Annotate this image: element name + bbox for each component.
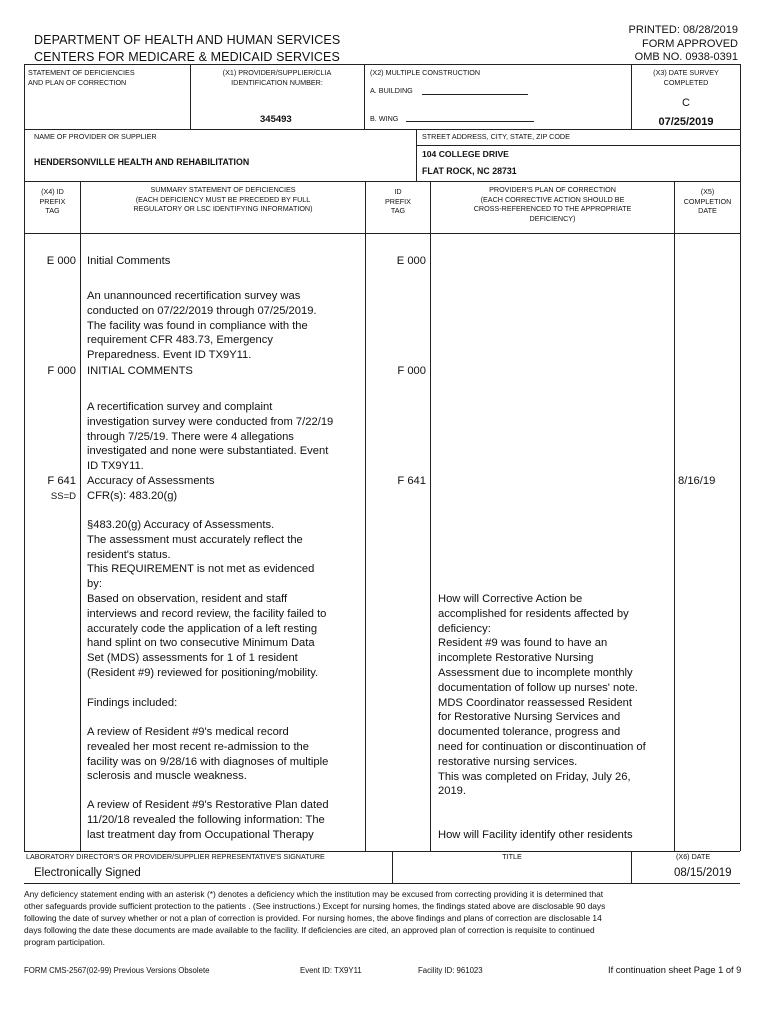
- survey-code: C: [682, 97, 690, 109]
- e000-body: An unannounced recertification survey was conducted on 07/22/2019 through 07/25/2019. The facility was found in compliance with the requirement CFR 483.73, Emergency Preparedness. Event ID TX9Y11.: [87, 290, 317, 362]
- plan-header: PROVIDER'S PLAN OF CORRECTION (EACH CORRECTIVE ACTION SHOULD BE CROSS-REFERENCED TO THE APPROPRIATE DEFICIENCY): [473, 185, 632, 223]
- provider-id: 345493: [260, 114, 292, 125]
- signature-label: LABORATORY DIRECTOR'S OR PROVIDER/SUPPLIER REPRESENTATIVE'S SIGNATURE: [26, 852, 325, 861]
- e000-title: Initial Comments: [87, 255, 171, 267]
- tag-e000-right: E 000: [396, 255, 426, 267]
- plan-body-identify: How will Facility identify other residents: [438, 829, 633, 841]
- printed-date: PRINTED: 08/28/2019: [628, 24, 738, 36]
- title-label: TITLE: [502, 852, 522, 861]
- page-number: If continuation sheet Page 1 of 9: [608, 965, 742, 975]
- f641-body-record: A review of Resident #9's medical record revealed her most recent re-admission to the facility was on 9/28/16 with diagnoses of multiple sclerosis and muscle weakness.: [87, 726, 329, 783]
- address-label: STREET ADDRESS, CITY, STATE, ZIP CODE: [422, 132, 570, 141]
- summary-header: SUMMARY STATEMENT OF DEFICIENCIES (EACH DEFICIENCY MUST BE PRECEDED BY FULL REGULATORY OR LSC IDENTIFYING INFORMATION): [133, 185, 313, 213]
- street-address: 104 COLLEGE DRIVE: [422, 149, 509, 159]
- provider-name: HENDERSONVILLE HEALTH AND REHABILITATION: [34, 157, 250, 167]
- f641-title: Accuracy of Assessments CFR(s): 483.20(g): [87, 475, 215, 502]
- survey-date: 07/25/2019: [658, 116, 714, 128]
- tag-e000: E 000: [46, 255, 76, 267]
- plan-body-corrective: How will Corrective Action be accomplished for residents affected by deficiency: Resident #9 was found to have an incomplete Restorative Nursing Assessment due to incomplete monthly documentation of follow up nurses' note. MDS Coordinator reassessed Resident for Restorative Nursing Services and documented tolerance, progress and need for continuation or discontinuation of restorative nursing services. This was completed on Friday, July 26, 2019.: [438, 593, 646, 798]
- tag-f000: F 000: [47, 365, 76, 377]
- signature-date: 08/15/2019: [674, 867, 732, 879]
- tag-f641: F 641: [47, 475, 76, 487]
- event-id: Event ID: TX9Y11: [300, 966, 362, 975]
- severity-scope: SS=D: [50, 491, 76, 502]
- signature-value: Electronically Signed: [34, 867, 141, 879]
- city-state-zip: FLAT ROCK, NC 28731: [422, 166, 517, 176]
- tag-f000-right: F 000: [397, 365, 426, 377]
- x4-header: (X4) ID PREFIX TAG: [39, 187, 66, 215]
- building-label: A. BUILDING: [370, 86, 413, 95]
- department-name: DEPARTMENT OF HEALTH AND HUMAN SERVICES: [34, 33, 341, 47]
- form-approved: FORM APPROVED: [642, 37, 738, 50]
- x3-label: (X3) DATE SURVEY COMPLETED: [653, 68, 719, 87]
- x2-label: (X2) MULTIPLE CONSTRUCTION: [370, 68, 481, 77]
- f641-body-findings: Findings included:: [87, 697, 178, 709]
- f641-body-requirement: §483.20(g) Accuracy of Assessments. The assessment must accurately reflect the resident's status. This REQUIREMENT is not met as evidenced by: Based on observation, resident and staff interviews and record review, the facility failed to accurately code the application of a left resting hand splint on two consecutive Minimum Data Set (MDS) assessments for 1 of 1 resident (Resident #9) reviewed for positioning/mobility.: [87, 519, 327, 679]
- form-number: FORM CMS-2567(02-99) Previous Versions Obsolete: [24, 966, 210, 975]
- f000-title: INITIAL COMMENTS: [87, 365, 193, 377]
- tag-f641-right: F 641: [397, 475, 426, 487]
- id-header: ID PREFIX TAG: [385, 187, 411, 215]
- signature-date-label: (X6) DATE: [676, 852, 711, 861]
- disclaimer-text: Any deficiency statement ending with an asterisk (*) denotes a deficiency which the institution may be excused from correcting providing it is determined that other safeguards provide sufficient protection to the patients . (See instructions.) Except for nursing homes, the findings stated above are disclosable 90 days following the date of survey whether or not a plan of correction is provided. For nursing homes, the above findings and plans of correction are disclosable 14 days following the date these documents are made available to the facility. If deficiencies are cited, an approved plan of correction is requisite to continued program participation.: [24, 889, 606, 947]
- omb-number: OMB NO. 0938-0391: [634, 51, 738, 63]
- completion-date: 8/16/19: [678, 475, 716, 487]
- f641-body-restorative: A review of Resident #9's Restorative Plan dated 11/20/18 revealed the following information: The last treatment day from Occupational Therapy: [87, 799, 329, 841]
- agency-name: CENTERS FOR MEDICARE & MEDICAID SERVICES: [34, 50, 340, 64]
- print-info: [629, 24, 738, 65]
- statement-label: STATEMENT OF DEFICIENCIES AND PLAN OF CORRECTION: [28, 68, 135, 87]
- facility-id: Facility ID: 961023: [418, 966, 483, 975]
- f000-body: A recertification survey and complaint investigation survey were conducted from 7/22/19 through 7/25/19. There were 4 allegations investigated and none were substantiated. Event ID TX9Y11.: [87, 401, 334, 473]
- x5-header: (X5) COMPLETION DATE: [683, 187, 732, 215]
- provider-name-label: NAME OF PROVIDER OR SUPPLIER: [34, 132, 157, 141]
- wing-label: B. WING: [370, 114, 399, 123]
- x1-label: (X1) PROVIDER/SUPPLIER/CLIA IDENTIFICATION NUMBER:: [222, 68, 332, 87]
